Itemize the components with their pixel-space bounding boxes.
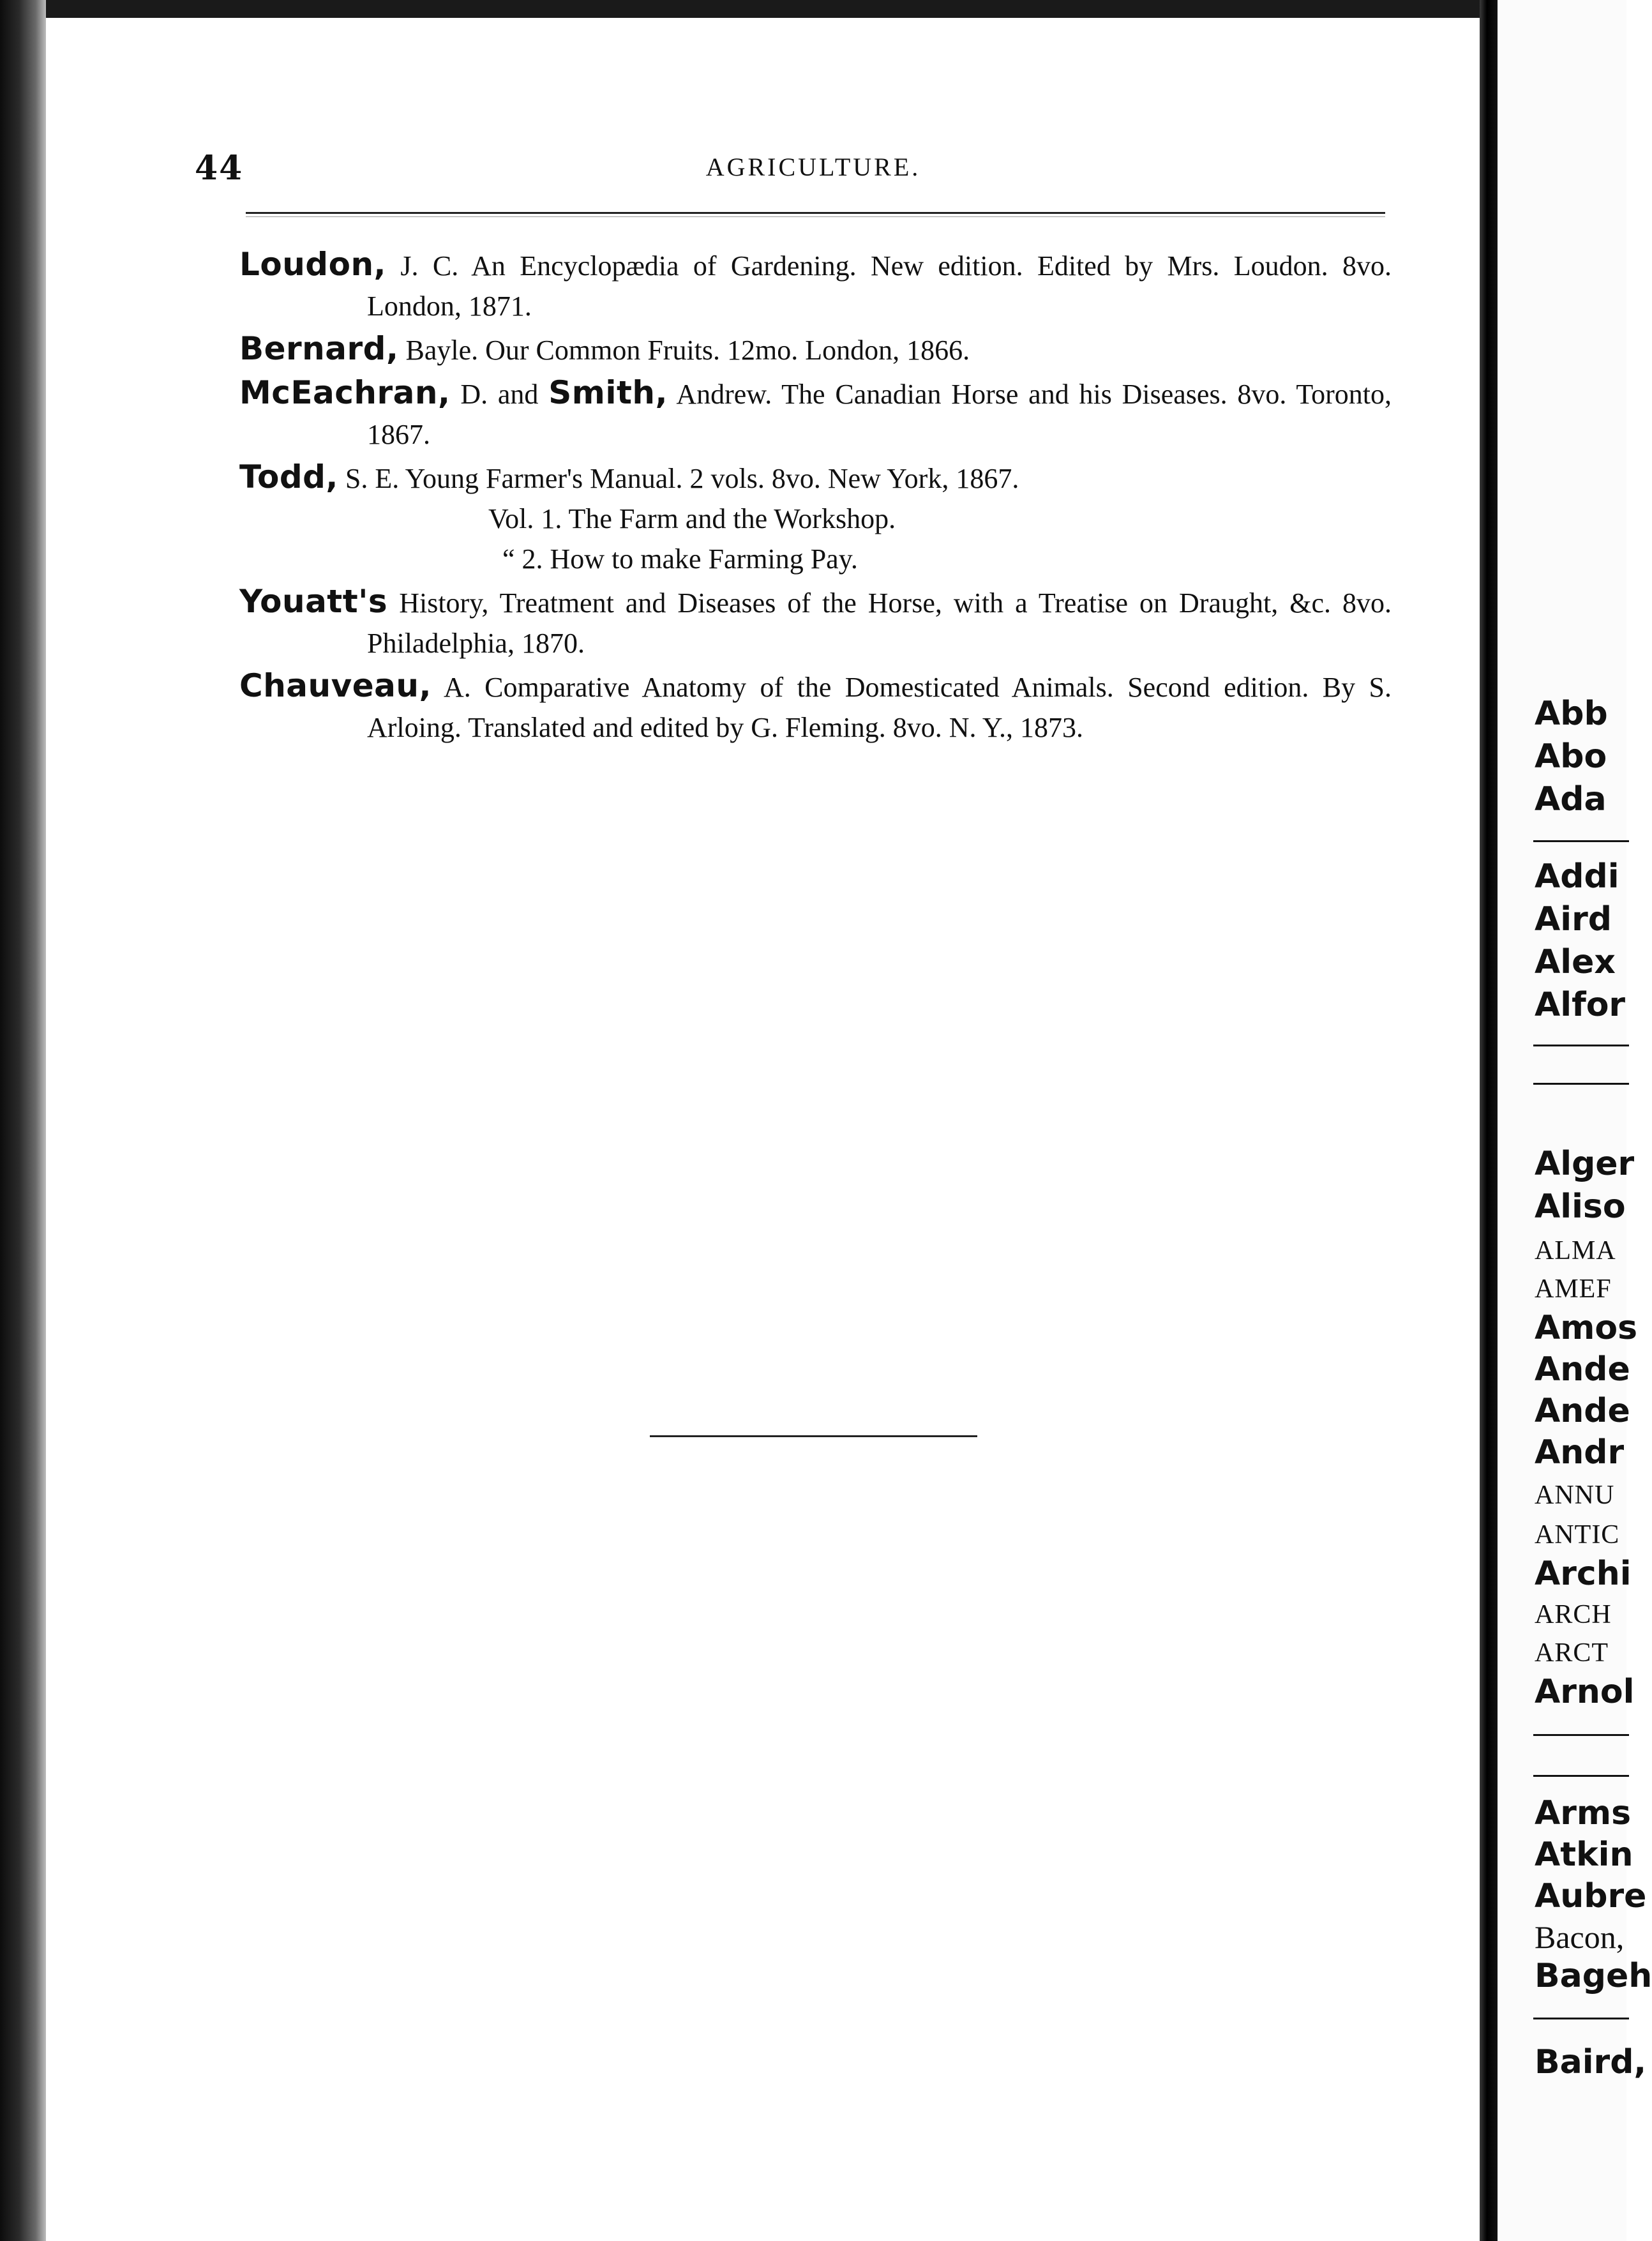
entry-author: McEachran,: [239, 374, 451, 411]
right-page-fragment: ANTIC: [1535, 1520, 1620, 1550]
entry-author: Youatt's: [239, 583, 388, 620]
right-page-fragment: Aliso: [1535, 1188, 1626, 1226]
entry-author: Chauveau,: [239, 667, 432, 704]
todd-volume-1: Vol. 1. The Farm and the Workshop.: [488, 503, 896, 534]
right-page-fragment: Addi: [1535, 857, 1619, 896]
entry-text: J. C. An Encyclopædia of Gardening. New edition. Edited by Mrs. Loudon. 8vo. London, 1871.: [367, 250, 1392, 322]
right-page-rule: [1533, 1734, 1629, 1736]
right-page-rule: [1533, 840, 1629, 842]
section-end-rule: [650, 1435, 977, 1437]
todd-volume-2: “ 2. How to make Farming Pay.: [502, 543, 858, 575]
entry-youatt: [239, 582, 1392, 663]
right-page-fragment: Baird,: [1535, 2043, 1647, 2081]
book-gutter: [1480, 0, 1498, 2241]
right-page-fragment: Ande: [1535, 1350, 1630, 1389]
right-page-fragment: AMEF: [1535, 1274, 1612, 1304]
scan-border-left: [0, 0, 46, 2241]
right-page-fragment: Ande: [1535, 1392, 1630, 1430]
entry-author: Todd,: [239, 458, 338, 495]
right-page-fragment: Alfor: [1535, 986, 1626, 1024]
entry-text: S. E. Young Farmer's Manual. 2 vols. 8vo. New York, 1867.: [345, 463, 1019, 494]
right-page-fragment: Bageh: [1535, 1957, 1652, 1995]
bibliography-list: [239, 245, 1392, 750]
right-page-rule: [1533, 1083, 1629, 1085]
entry-text-continued: Andrew. The Canadian Horse and his Diseases. 8vo. Toronto, 1867.: [367, 379, 1392, 450]
entry-author: Loudon,: [239, 246, 387, 283]
right-page-fragment: Alger: [1535, 1145, 1635, 1183]
right-page-fragment: Bacon,: [1535, 1919, 1625, 1955]
right-page-edge: [1498, 0, 1652, 2241]
entry-text: A. Comparative Anatomy of the Domesticated Animals. Second edition. By S. Arloing. Translated and edited by G. Fleming. 8vo. N. Y., 1873.: [367, 672, 1392, 743]
right-page-rule: [1533, 1775, 1629, 1777]
header-rule: [246, 212, 1385, 214]
right-page-fragment: Abo: [1535, 737, 1607, 776]
entry-bernard: [239, 329, 1392, 370]
right-page-fragment: Ada: [1535, 780, 1607, 819]
entry-mceachran: [239, 373, 1392, 455]
right-page-fragment: Alex: [1535, 943, 1616, 981]
right-page-rule: [1533, 1045, 1629, 1046]
right-page-fragment: ARCT: [1535, 1638, 1609, 1668]
entry-author: Bernard,: [239, 330, 399, 367]
entry-text: Bayle. Our Common Fruits. 12mo. London, 1866.: [405, 335, 970, 366]
entry-coauthor: Smith,: [548, 374, 668, 411]
right-page-fragment: Aubre: [1535, 1877, 1647, 1915]
right-page-fragment: ARCH: [1535, 1600, 1612, 1629]
right-page-fragment: Amos: [1535, 1309, 1638, 1347]
right-page-fragment: Archi: [1535, 1555, 1632, 1593]
page-number: 44: [195, 149, 244, 188]
right-page-fragment: Abb: [1535, 695, 1608, 733]
right-page-fragment: Atkin: [1535, 1836, 1633, 1874]
entry-chauveau: [239, 666, 1392, 748]
entry-loudon: [239, 245, 1392, 326]
entry-todd: [239, 457, 1392, 499]
right-page-fragment: Aird: [1535, 900, 1612, 939]
right-page-rule: [1533, 2018, 1629, 2019]
entry-text: D. and: [460, 379, 539, 410]
right-page-fragment: Arnol: [1535, 1673, 1635, 1711]
right-page-fragment: Arms: [1535, 1794, 1632, 1832]
entry-text: History, Treatment and Diseases of the Horse, with a Treatise on Draught, &c. 8vo. Philadelphia, 1870.: [367, 587, 1392, 659]
right-page-fragment: ANNU: [1535, 1481, 1615, 1510]
right-page-fragment: Andr: [1535, 1433, 1625, 1472]
scan-border-top: [0, 0, 1626, 18]
running-head: AGRICULTURE.: [705, 153, 921, 181]
right-page-fragment: ALMA: [1535, 1236, 1616, 1265]
